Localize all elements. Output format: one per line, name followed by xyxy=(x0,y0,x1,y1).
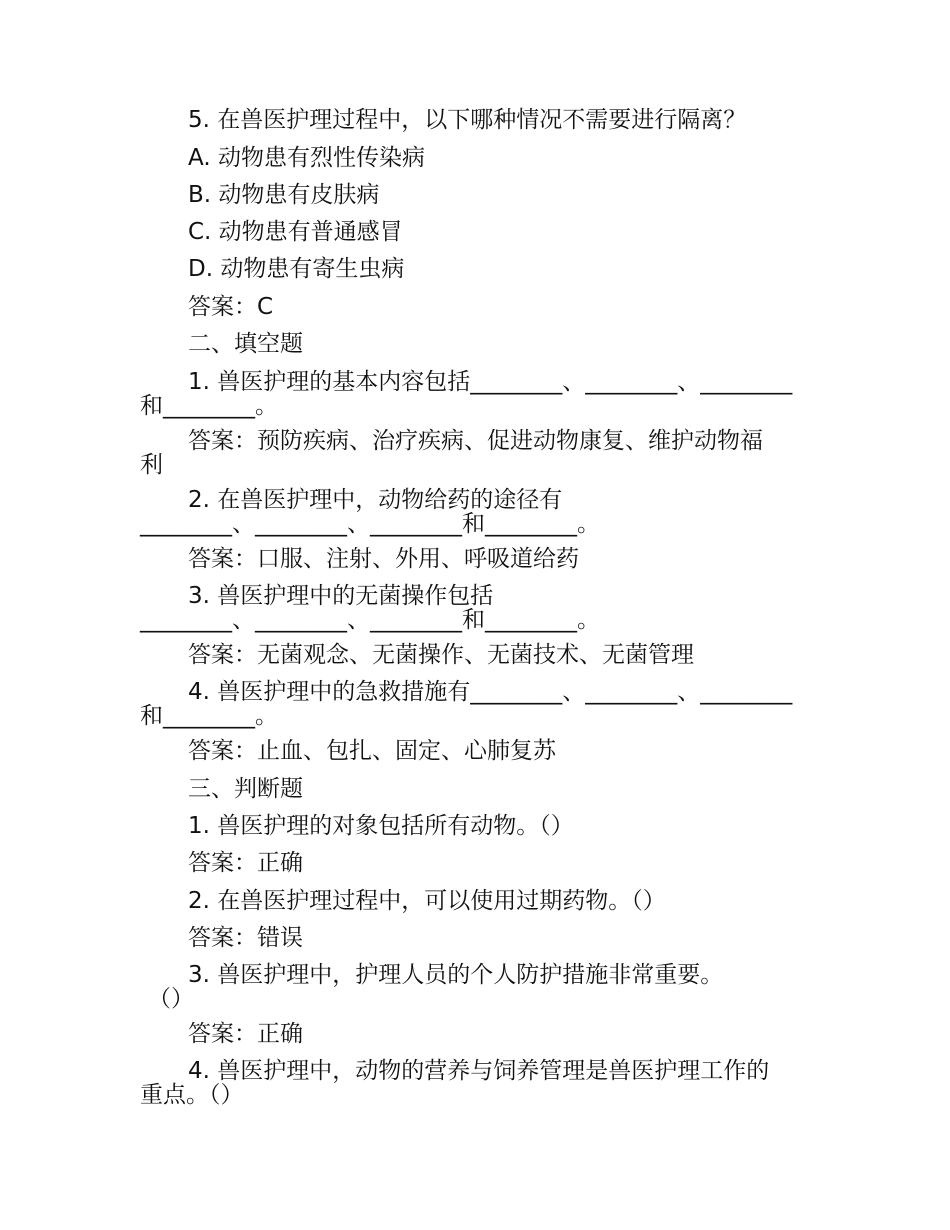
fill-question-1-line-1: 1. 兽医护理的基本内容包括________、________、________ xyxy=(188,369,793,395)
fill-question-3-line-1: 3. 兽医护理中的无菌操作包括 xyxy=(188,583,494,609)
question-5-option-d: D. 动物患有寄生虫病 xyxy=(188,256,405,282)
fill-answer-1-line-1: 答案：预防疾病、治疗疾病、促进动物康复、维护动物福 xyxy=(188,428,763,454)
fill-question-1-line-2: 和________。 xyxy=(140,393,278,419)
section-heading-true-false: 三、判断题 xyxy=(188,776,303,802)
fill-question-3-line-2: ________、________、________和________。 xyxy=(140,607,600,633)
question-5-stem: 5. 在兽医护理过程中，以下哪种情况不需要进行隔离？ xyxy=(188,107,747,133)
fill-answer-1-line-2: 利 xyxy=(140,452,163,478)
fill-question-4-line-1: 4. 兽医护理中的急救措施有________、________、________ xyxy=(188,679,793,705)
judge-question-1: 1. 兽医护理的对象包括所有动物。（） xyxy=(188,813,574,839)
judge-question-4-line-1: 4. 兽医护理中，动物的营养与饲养管理是兽医护理工作的 xyxy=(188,1058,770,1084)
judge-question-4-line-2: 重点。（） xyxy=(140,1082,244,1108)
fill-answer-3: 答案：无菌观念、无菌操作、无菌技术、无菌管理 xyxy=(188,642,694,668)
judge-question-2: 2. 在兽医护理过程中，可以使用过期药物。（） xyxy=(188,888,666,914)
judge-answer-3: 答案：正确 xyxy=(188,1021,303,1047)
judge-answer-1: 答案：正确 xyxy=(188,850,303,876)
judge-answer-2: 答案：错误 xyxy=(188,925,303,951)
question-5-answer: 答案：C xyxy=(188,294,274,320)
question-5-option-b: B. 动物患有皮肤病 xyxy=(188,182,380,208)
section-heading-fill-in: 二、填空题 xyxy=(188,331,303,357)
fill-answer-2: 答案：口服、注射、外用、呼吸道给药 xyxy=(188,546,579,572)
fill-question-2-line-2: ________、________、________和________。 xyxy=(140,511,600,537)
fill-answer-4: 答案：止血、包扎、固定、心肺复苏 xyxy=(188,738,556,764)
question-5-option-c: C. 动物患有普通感冒 xyxy=(188,219,403,245)
judge-question-3-line-2: （） xyxy=(148,986,194,1012)
fill-question-4-line-2: 和________。 xyxy=(140,703,278,729)
question-5-option-a: A. 动物患有烈性传染病 xyxy=(188,145,425,171)
judge-question-3-line-1: 3. 兽医护理中，护理人员的个人防护措施非常重要。 xyxy=(188,962,724,988)
fill-question-2-line-1: 2. 在兽医护理中，动物给药的途径有 xyxy=(188,487,563,513)
